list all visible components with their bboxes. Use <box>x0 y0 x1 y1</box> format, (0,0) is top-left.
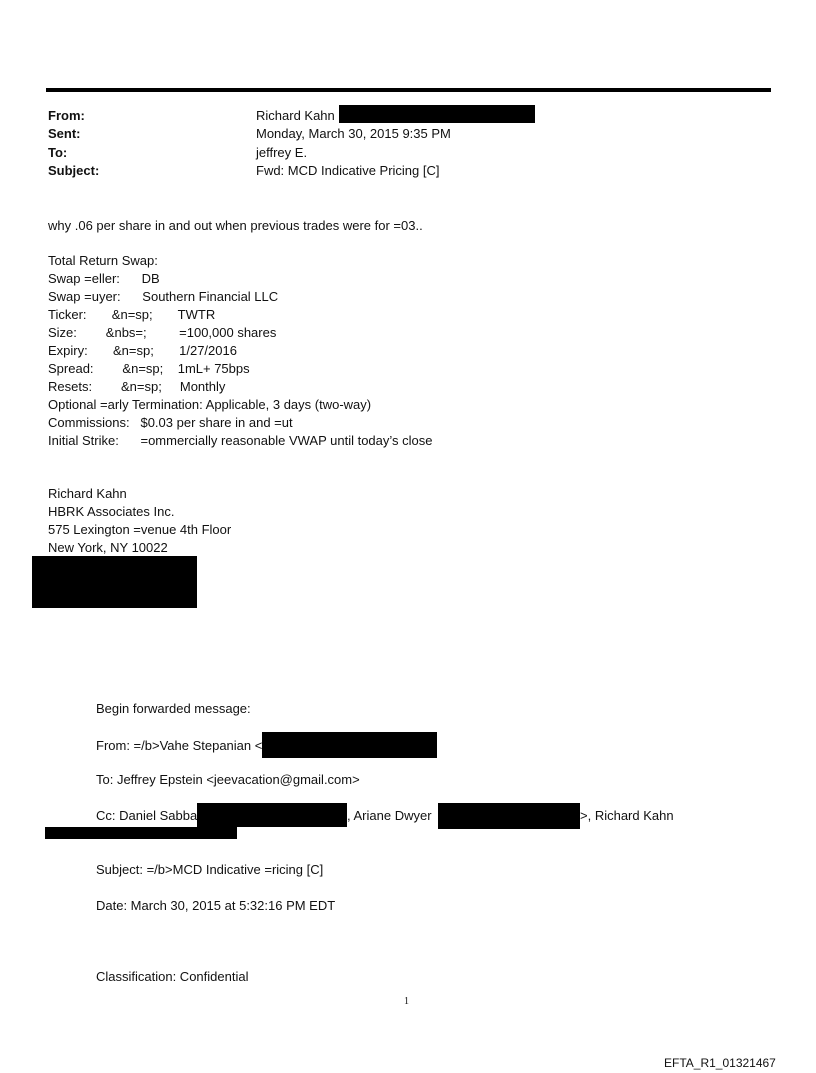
swap-line: Ticker: &n=sp; TWTR <box>48 307 216 322</box>
redaction-box <box>438 803 580 829</box>
forward-from: From: =/b>Vahe Stepanian < <box>96 738 263 753</box>
redaction-box <box>45 827 237 839</box>
swap-line: Initial Strike: =ommercially reasonable VWAP until today’s close <box>48 433 433 448</box>
redaction-box <box>262 732 437 758</box>
header-rule <box>46 88 771 92</box>
redaction-box <box>197 803 347 827</box>
to-label: To: <box>48 145 68 160</box>
document-id: EFTA_R1_01321467 <box>664 1056 776 1070</box>
signature-line: 575 Lexington =venue 4th Floor <box>48 522 232 537</box>
forward-cc-mid: , Ariane Dwyer <box>347 808 432 823</box>
forward-classification: Classification: Confidential <box>96 969 249 984</box>
intro-line: why .06 per share in and out when previous trades were for =03.. <box>48 218 423 233</box>
signature-line: Richard Kahn <box>48 486 127 501</box>
swap-line: Resets: &n=sp; Monthly <box>48 379 226 394</box>
swap-line: Swap =eller: DB <box>48 271 160 286</box>
swap-line: Swap =uyer: Southern Financial LLC <box>48 289 279 304</box>
redaction-box <box>32 556 197 608</box>
swap-line: Spread: &n=sp; 1mL+ 75bps <box>48 361 250 376</box>
forward-date: Date: March 30, 2015 at 5:32:16 PM EDT <box>96 898 336 913</box>
signature-line: New York, NY 10022 <box>48 540 168 555</box>
forward-cc-start: Cc: Daniel Sabba <box>96 808 198 823</box>
sent-value: Monday, March 30, 2015 9:35 PM <box>256 126 451 141</box>
swap-line: Size: &nbs=; =100,000 shares <box>48 325 277 340</box>
forward-to: To: Jeffrey Epstein <jeevacation@gmail.com> <box>96 772 360 787</box>
subject-value: Fwd: MCD Indicative Pricing [C] <box>256 163 440 178</box>
swap-line: Optional =arly Termination: Applicable, 3 days (two-way) <box>48 397 372 412</box>
forward-begin: Begin forwarded message: <box>96 701 251 716</box>
forward-subject: Subject: =/b>MCD Indicative =ricing [C] <box>96 862 324 877</box>
forward-cc-end: >, Richard Kahn <box>580 808 674 823</box>
swap-title: Total Return Swap: <box>48 253 158 268</box>
swap-line: Expiry: &n=sp; 1/27/2016 <box>48 343 237 358</box>
signature-line: HBRK Associates Inc. <box>48 504 175 519</box>
redaction-box <box>339 105 535 123</box>
page-number: 1 <box>404 996 409 1007</box>
sent-label: Sent: <box>48 126 81 141</box>
from-value: Richard Kahn <box>256 108 335 123</box>
from-label: From: <box>48 108 85 123</box>
to-value: jeffrey E. <box>256 145 308 160</box>
swap-line: Commissions: $0.03 per share in and =ut <box>48 415 293 430</box>
subject-label: Subject: <box>48 163 100 178</box>
